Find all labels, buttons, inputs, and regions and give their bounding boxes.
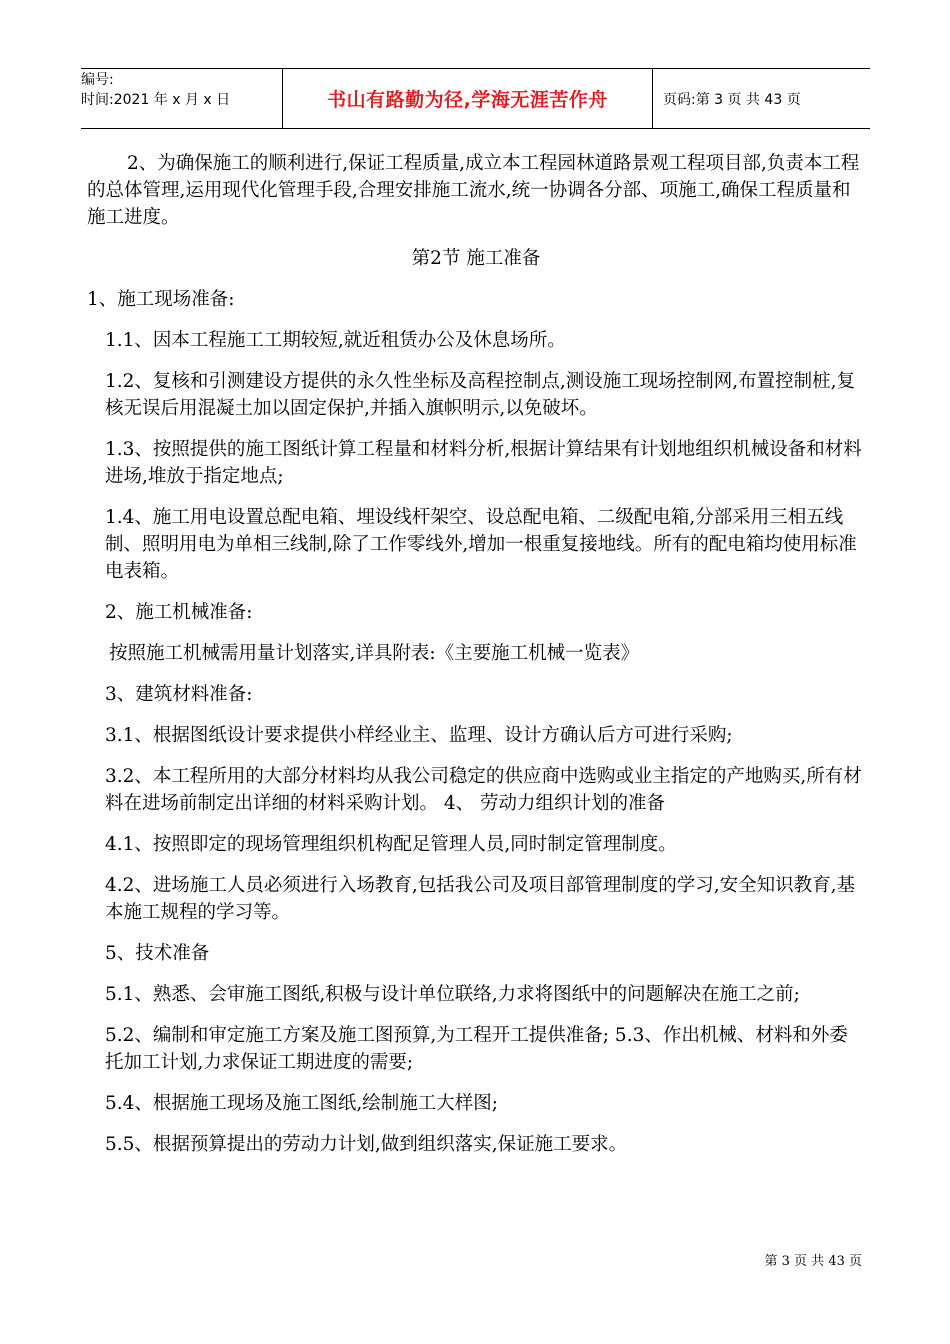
header-motto-cell xyxy=(282,69,653,128)
item-5-5: 5.5、根据预算提出的劳动力计划,做到组织落实,保证施工要求。 xyxy=(105,1134,628,1155)
heading-technical-preparation: 5、技术准备 xyxy=(105,943,210,964)
item-4-2: 4.2、进场施工人员必须进行入场教育,包括我公司及项目部管理制度的学习,安全知识教育,基本施工规程的学习等。 xyxy=(105,875,856,923)
item-1-3: 1.3、按照提供的施工图纸计算工程量和材料分析,根据计算结果有计划地组织机械设备和材料进场,堆放于指定地点; xyxy=(105,439,862,487)
item-1-1: 1.1、因本工程施工工期较短,就近租赁办公及休息场所。 xyxy=(105,330,566,351)
machinery-text: 按照施工机械需用量计划落实,详具附表:《主要施工机械一览表》 xyxy=(109,643,640,664)
item-5-4: 5.4、根据施工现场及施工图纸,绘制施工大样图; xyxy=(105,1093,499,1114)
page-footer: 第 3 页 共 43 页 xyxy=(764,1254,862,1269)
item-1-4: 1.4、施工用电设置总配电箱、埋设线杆架空、设总配电箱、二级配电箱,分部采用三相五线制、照明用电为单相三线制,除了工作零线外,增加一根重复接地线。所有的配电箱均使用标准电表箱。 xyxy=(105,507,857,582)
heading-material-preparation: 3、建筑材料准备: xyxy=(105,684,253,705)
document-date: 时间:2021 年 x 月 x 日 xyxy=(81,92,231,108)
document-body xyxy=(87,150,865,1158)
header-motto: 书山有路勤为径,学海无涯苦作舟 xyxy=(327,89,608,111)
document-number-label: 编号: xyxy=(81,72,114,88)
header-page-code-cell xyxy=(653,69,870,128)
item-3-2: 3.2、本工程所用的大部分材料均从我公司稳定的供应商中选购或业主指定的产地购买,所有材料在进场前制定出详细的材料采购计划。 4、 劳动力组织计划的准备 xyxy=(105,766,862,814)
header-page-code: 页码:第 3 页 共 43 页 xyxy=(663,91,801,108)
paragraph-project-department: 2、为确保施工的顺利进行,保证工程质量,成立本工程园林道路景观工程项目部,负责本工程的总体管理,运用现代化管理手段,合理安排施工流水,统一协调各分部、项施工,确保工程质量和施工进度。 xyxy=(87,153,860,228)
page-header xyxy=(81,68,870,129)
item-4-1: 4.1、按照即定的现场管理组织机构配足管理人员,同时制定管理制度。 xyxy=(105,834,677,855)
item-5-1: 5.1、熟悉、会审施工图纸,积极与设计单位联络,力求将图纸中的问题解决在施工之前; xyxy=(105,984,800,1005)
heading-site-preparation: 1、施工现场准备: xyxy=(87,289,235,310)
header-meta xyxy=(81,69,282,128)
section-title: 第2节 施工准备 xyxy=(411,248,541,269)
item-3-1: 3.1、根据图纸设计要求提供小样经业主、监理、设计方确认后方可进行采购; xyxy=(105,725,733,746)
item-5-2: 5.2、编制和审定施工方案及施工图预算,为工程开工提供准备; 5.3、作出机械、材料和外委托加工计划,力求保证工期进度的需要; xyxy=(105,1025,848,1073)
heading-machinery-preparation: 2、施工机械准备: xyxy=(105,602,253,623)
item-1-2: 1.2、复核和引测建设方提供的永久性坐标及高程控制点,测设施工现场控制网,布置控制桩,复核无误后用混凝土加以固定保护,并插入旗帜明示,以免破坏。 xyxy=(105,371,856,419)
